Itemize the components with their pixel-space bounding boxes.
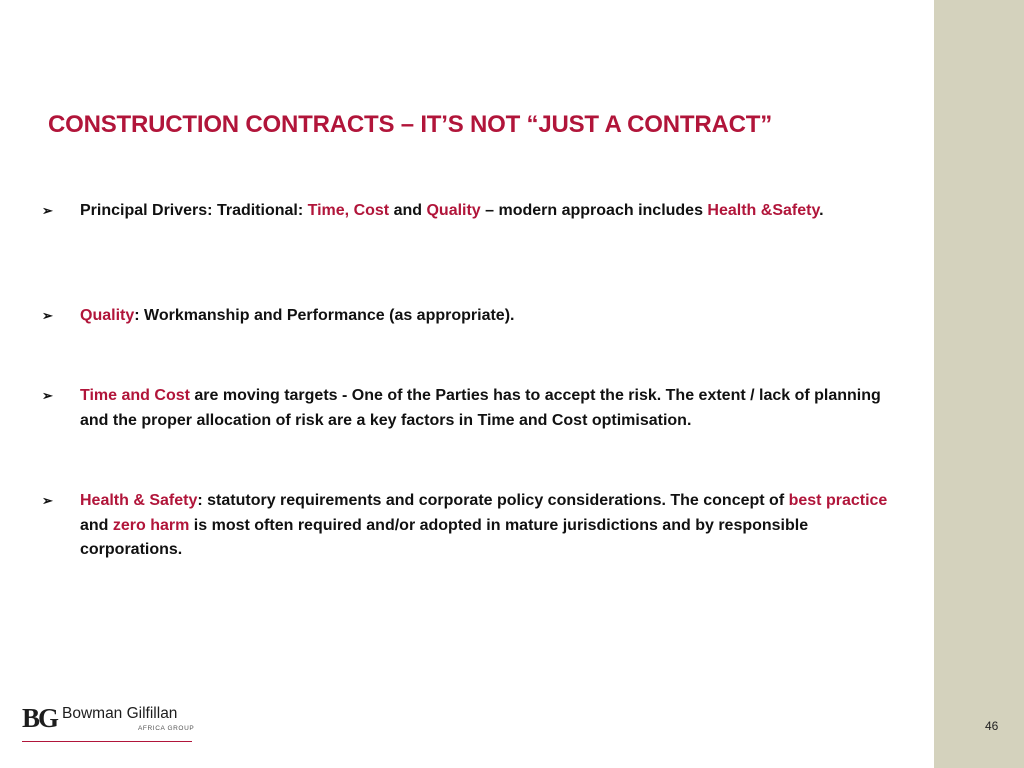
highlight-best-practice: best practice	[788, 492, 888, 509]
bullet-plain-text: – modern approach includes	[480, 202, 708, 219]
bullet-arrow-icon: ➢	[42, 308, 53, 323]
bullet-plain-text: and	[389, 202, 427, 219]
bullet-time-and-cost	[42, 384, 912, 433]
highlight-health-safety: Health &Safety	[707, 202, 820, 219]
bullet-plain-text: are moving targets - One of the Parties has to accept the risk. The extent / lack of planning and the proper allocation of risk are a key factors in Time and Cost optimisation.	[80, 387, 881, 429]
bullet-text	[80, 304, 912, 329]
bullet-arrow-icon: ➢	[42, 388, 53, 403]
bullet-quality	[42, 304, 912, 329]
bullet-plain-text: : statutory requirements and corporate policy considerations. The concept of	[197, 492, 789, 509]
highlight-quality: Quality	[426, 202, 481, 219]
highlight-quality: Quality	[80, 307, 135, 324]
bullet-plain-text: .	[819, 202, 824, 219]
logo-initials: BG	[22, 703, 58, 733]
bullet-arrow-icon: ➢	[42, 493, 53, 508]
bullet-arrow-icon: ➢	[42, 203, 53, 218]
page-number: 46	[985, 719, 999, 733]
company-logo	[22, 703, 194, 745]
bullet-plain-text: is most often required and/or adopted in mature jurisdictions and by responsible corporations.	[80, 516, 809, 558]
logo-underline	[22, 741, 192, 742]
bullet-health-safety	[42, 489, 912, 563]
bullet-text	[80, 199, 912, 224]
logo-firm-name: Bowman Gilfillan	[62, 705, 178, 722]
bullet-plain-text: : Workmanship and Performance (as appropriate).	[134, 307, 515, 324]
highlight-zero-harm: zero harm	[112, 516, 190, 534]
highlight-time-cost: Time, Cost	[307, 202, 390, 219]
bullet-plain-text: Principal Drivers: Traditional:	[80, 202, 308, 219]
bullet-text	[80, 489, 912, 563]
side-panel	[934, 0, 1024, 768]
highlight-time-and-cost: Time and Cost	[80, 387, 190, 404]
highlight-health-safety: Health & Safety	[80, 492, 198, 509]
bullet-plain-text: and	[80, 516, 113, 534]
slide-title: CONSTRUCTION CONTRACTS – IT’S NOT “JUST A CONTRACT”	[48, 111, 773, 138]
bullet-text	[80, 384, 912, 433]
logo-tagline: AFRICA GROUP	[138, 725, 195, 732]
bullet-principal-drivers	[42, 199, 912, 224]
